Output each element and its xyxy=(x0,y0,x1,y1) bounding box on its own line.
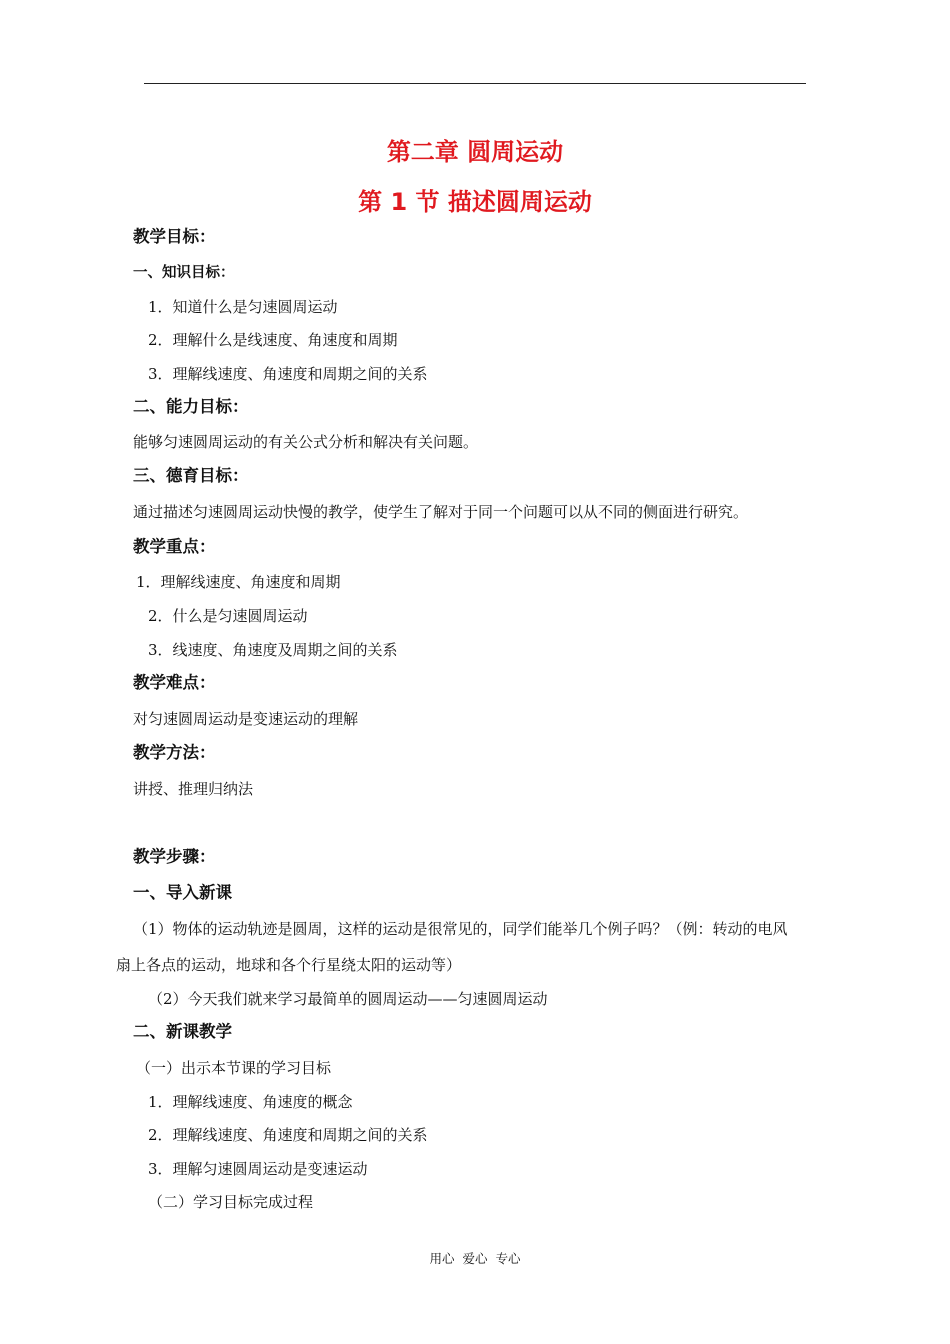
intro-heading: 一、导入新课 xyxy=(133,883,232,902)
key-point-item: 1．理解线速度、角速度和周期 xyxy=(136,573,341,591)
moral-text: 通过描述匀速圆周运动快慢的教学，使学生了解对于同一个问题可以从不同的侧面进行研究。 xyxy=(133,503,749,521)
goal-item: 2．理解线速度、角速度和周期之间的关系 xyxy=(148,1126,428,1144)
ability-text: 能够匀速圆周运动的有关公式分析和解决有关问题。 xyxy=(133,433,479,451)
ability-heading: 二、能力目标： xyxy=(133,397,249,416)
objectives-heading: 教学目标： xyxy=(133,227,216,246)
key-point-item: 3．线速度、角速度及周期之间的关系 xyxy=(148,641,398,659)
difficulties-text: 对匀速圆周运动是变速运动的理解 xyxy=(133,710,359,728)
key-points-heading: 教学重点： xyxy=(133,537,216,556)
methods-heading: 教学方法： xyxy=(133,743,216,762)
process-text: （二）学习目标完成过程 xyxy=(148,1193,314,1211)
knowledge-item: 3．理解线速度、角速度和周期之间的关系 xyxy=(148,365,428,383)
page-footer: 用心 爱心 专心 xyxy=(429,1251,521,1266)
moral-heading: 三、德育目标： xyxy=(133,466,249,485)
intro-paragraph-line: （1）物体的运动轨迹是圆周，这样的运动是很常见的，同学们能举几个例子吗？（例：转动的电风 xyxy=(133,920,788,938)
knowledge-heading: 一、知识目标： xyxy=(133,265,235,281)
steps-heading: 教学步骤： xyxy=(133,847,216,866)
knowledge-item: 1．知道什么是匀速圆周运动 xyxy=(148,298,338,316)
goal-item: 3．理解匀速圆周运动是变速运动 xyxy=(148,1160,368,1178)
knowledge-item: 2．理解什么是线速度、角速度和周期 xyxy=(148,331,398,349)
chapter-title: 第二章 圆周运动 xyxy=(386,138,564,166)
key-point-item: 2．什么是匀速圆周运动 xyxy=(148,607,308,625)
difficulties-heading: 教学难点： xyxy=(133,673,216,692)
section-title: 第 1 节 描述圆周运动 xyxy=(358,188,592,216)
intro-paragraph-line: 扇上各点的运动，地球和各个行星绕太阳的运动等） xyxy=(116,956,462,974)
methods-text: 讲授、推理归纳法 xyxy=(133,780,254,798)
goal-item: 1．理解线速度、角速度的概念 xyxy=(148,1093,353,1111)
intro-paragraph: （2）今天我们就来学习最简单的圆周运动——匀速圆周运动 xyxy=(148,990,548,1008)
show-goals-text: （一）出示本节课的学习目标 xyxy=(136,1059,332,1077)
new-lesson-heading: 二、新课教学 xyxy=(133,1022,232,1041)
header-rule xyxy=(144,83,806,84)
